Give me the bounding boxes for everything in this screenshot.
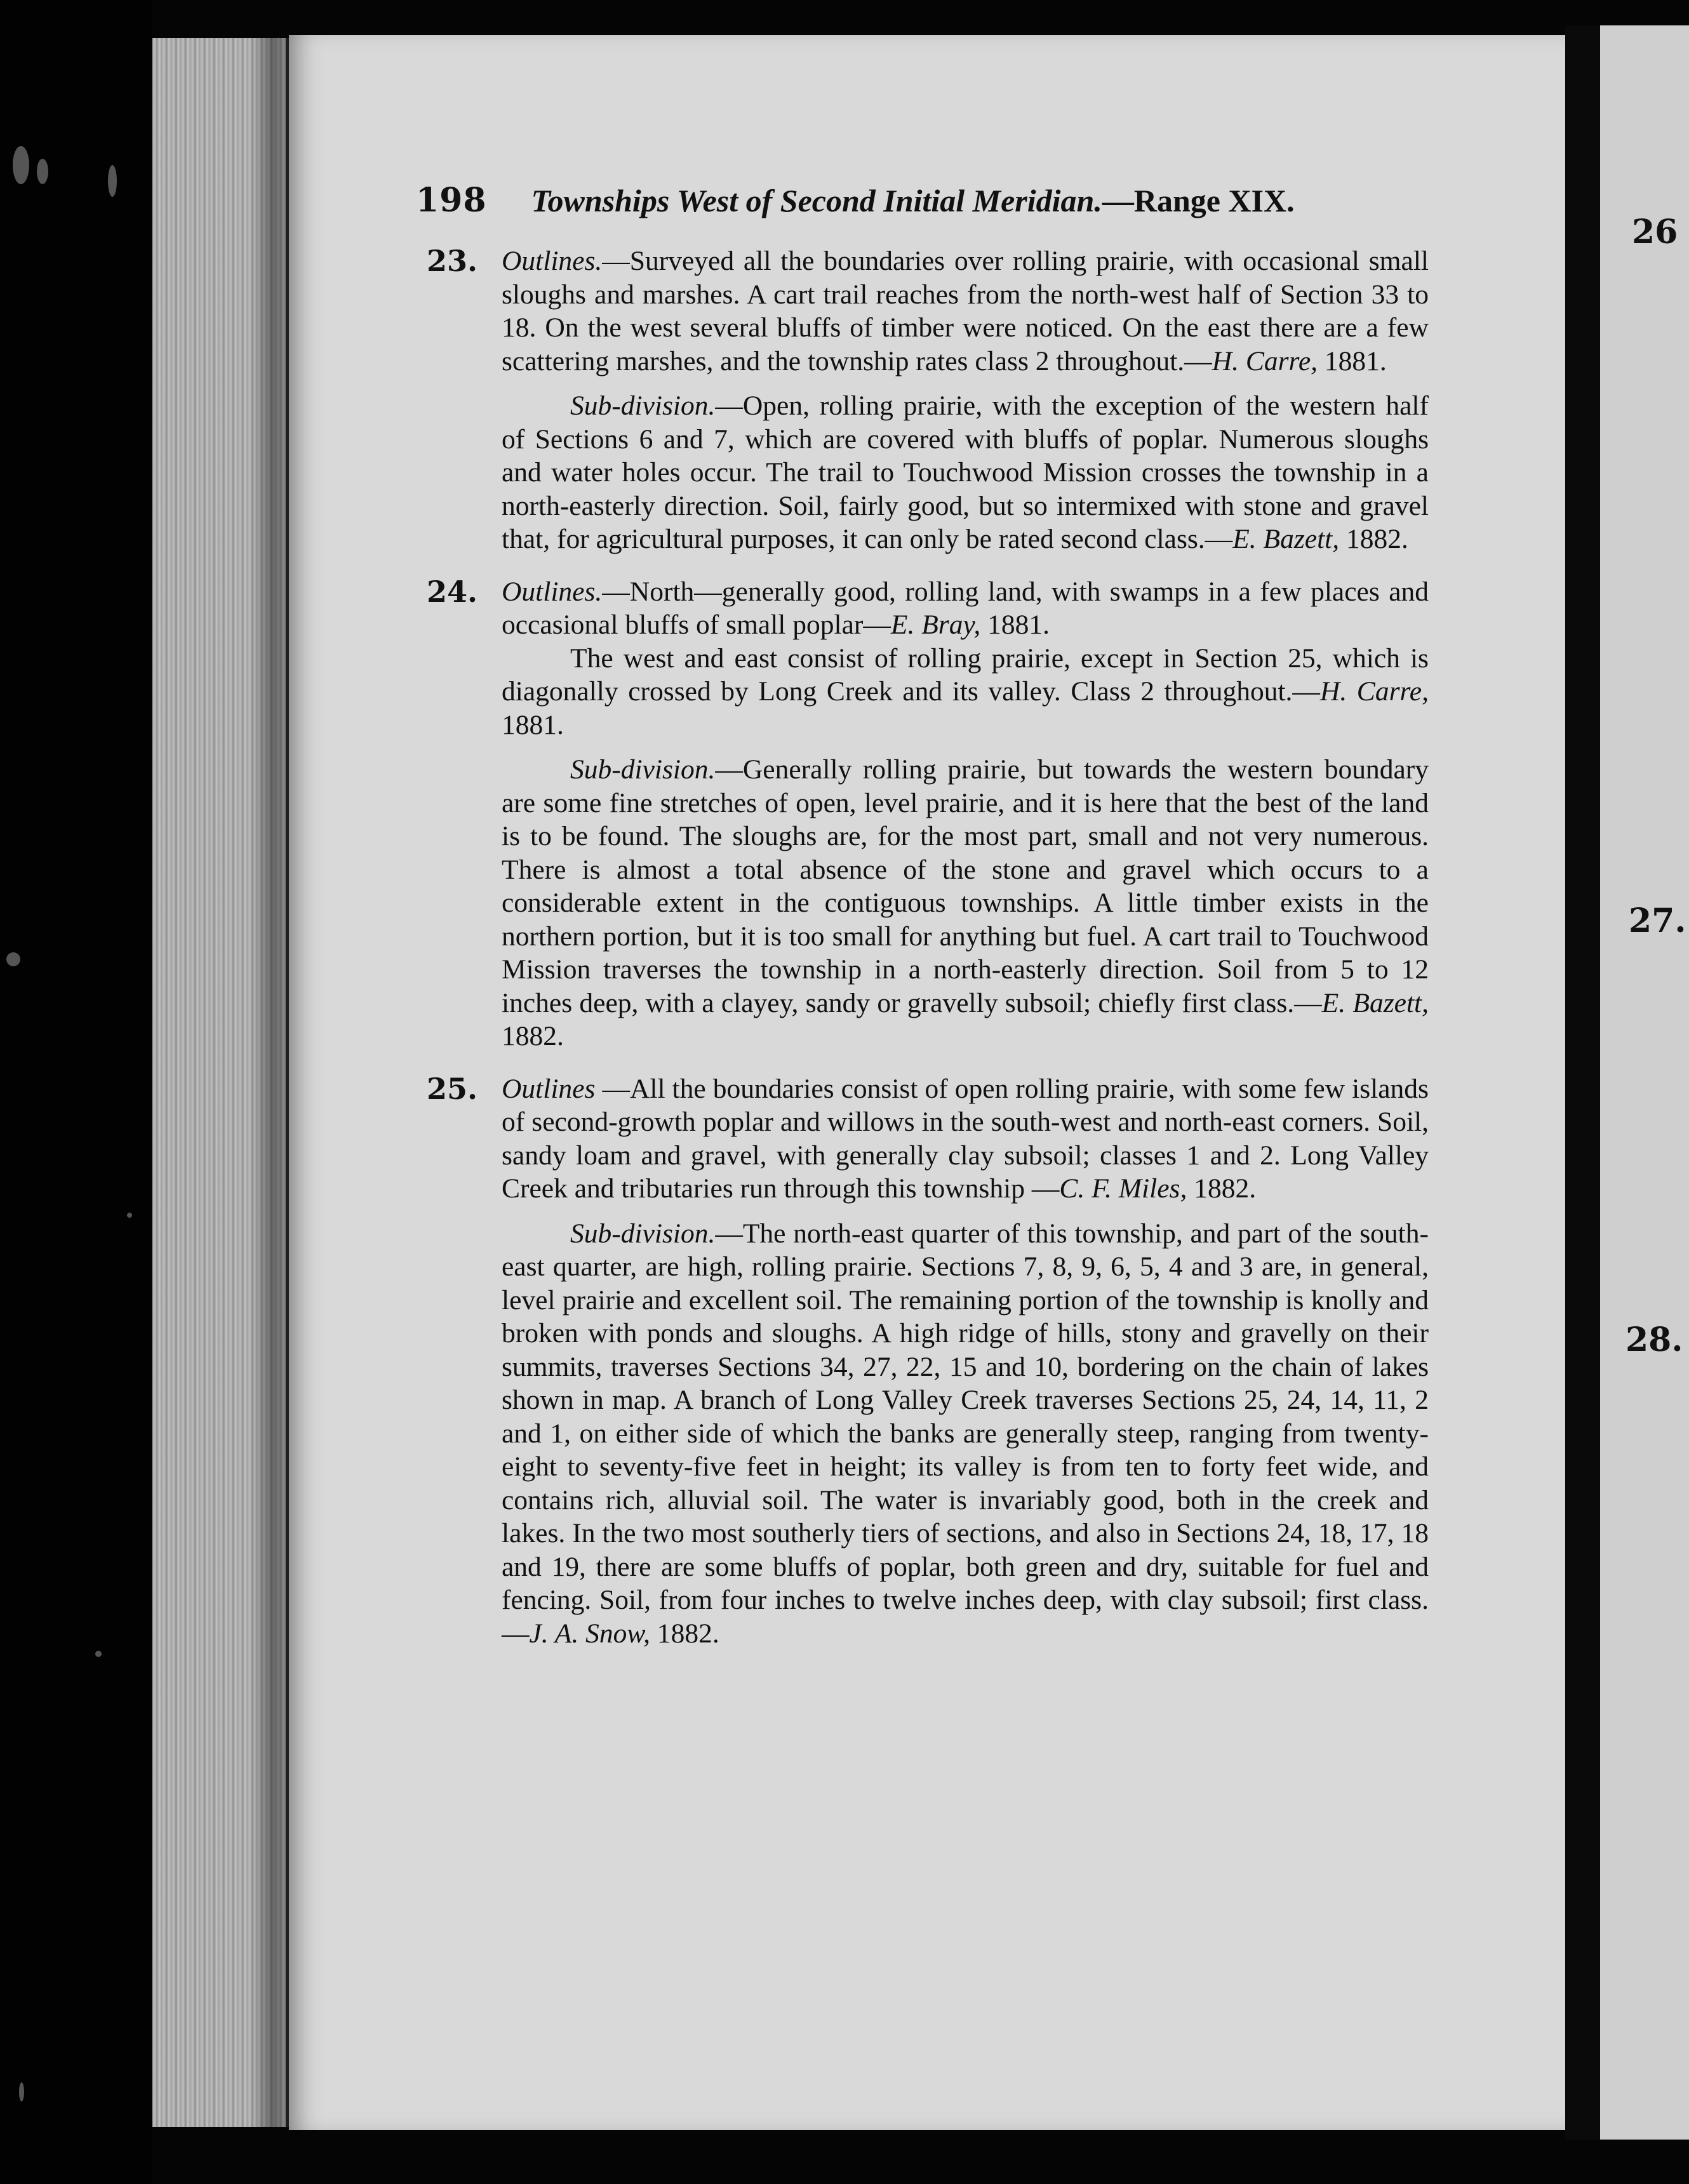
surveyor-name: C. F. Miles, bbox=[1059, 1173, 1187, 1204]
next-page-edge bbox=[1600, 25, 1689, 2140]
township-entry-23 bbox=[427, 244, 1429, 556]
paragraph-lead: Outlines. bbox=[502, 576, 603, 607]
next-page-number-28: 28. bbox=[1626, 1321, 1683, 1359]
township-number: 24. bbox=[427, 574, 478, 609]
outlines-paragraph bbox=[502, 244, 1429, 378]
surveyor-name: H. Carre, bbox=[1319, 676, 1429, 707]
outlines-continuation-paragraph bbox=[502, 642, 1429, 742]
outlines-paragraph bbox=[502, 575, 1429, 642]
left-margin bbox=[0, 0, 152, 2184]
township-number: 25. bbox=[427, 1071, 478, 1106]
paragraph-text: —Open, rolling prairie, with the exception of the western half of Sections 6 and 7, which are covered with bluffs of poplar. Numerous sloughs and water holes occur. The trail to Touchwood Mission crosses the township in a north-easterly direction. Soil, fairly good, but so intermixed with stone and gravel that, for agricultural purposes, it can only be rated second class.— bbox=[502, 390, 1429, 554]
paragraph-lead: Outlines. bbox=[502, 246, 603, 276]
page-number: 198 bbox=[416, 181, 487, 220]
township-entry-24 bbox=[427, 574, 1429, 1053]
subdivision-paragraph bbox=[502, 753, 1429, 1053]
survey-year: 1881. bbox=[1318, 345, 1387, 376]
surveyor-name: E. Bray, bbox=[890, 609, 981, 640]
speck bbox=[37, 159, 48, 184]
survey-year: 1882. bbox=[1339, 524, 1408, 554]
gutter bbox=[1565, 25, 1603, 2140]
running-title: Townships West of Second Initial Meridian. bbox=[531, 183, 1102, 218]
surveyor-name: E. Bazett, bbox=[1232, 524, 1340, 554]
paragraph-text: —Generally rolling prairie, but towards the western boundary are some fine stretches of open, level prairie, and it is here that the best of the land is to be found. The sloughs are, for the most part, small and not very numerous. There is almost a total absence of the stone and gravel which occurs to a considerable extent in the contiguous townships. A little timber exists in the northern portion, but it is too small for anything but fuel. A cart trail to Touchwood Mission traverses the township in a north-easterly direction. Soil from 5 to 12 inches deep, with a clayey, sandy or gravelly subsoil; chiefly first class.— bbox=[502, 754, 1429, 1018]
speck bbox=[108, 165, 117, 197]
paragraph-lead: Outlines bbox=[502, 1073, 596, 1104]
paragraph-lead: Sub-division. bbox=[570, 754, 716, 785]
speck bbox=[6, 952, 20, 966]
township-entry-25 bbox=[427, 1071, 1429, 1651]
speck bbox=[19, 2082, 24, 2101]
speck bbox=[13, 146, 29, 184]
paragraph-lead: Sub-division. bbox=[570, 1218, 716, 1249]
next-page-number-26: 26 bbox=[1632, 213, 1678, 251]
surveyor-name: H. Carre, bbox=[1212, 345, 1318, 376]
survey-year: 1881. bbox=[502, 709, 564, 740]
survey-year: 1882. bbox=[650, 1618, 719, 1649]
subdivision-paragraph bbox=[502, 389, 1429, 556]
text-column bbox=[427, 244, 1429, 1650]
paragraph-text: The west and east consist of rolling prairie, except in Section 25, which is diagonally crossed by Long Creek and its valley. Class 2 throughout.— bbox=[502, 643, 1429, 707]
speck bbox=[95, 1651, 102, 1657]
survey-year: 1882. bbox=[502, 1021, 564, 1051]
paragraph-text: —The north-east quarter of this township, and part of the south-east quarter, are high, rolling prairie. Sections 7, 8, 9, 6, 5, 4 and 3 are, in general, level prairie and excellent soil. The remaining portion of the township is knolly and broken with ponds and sloughs. A high ridge of hills, stony and gravelly on their summits, traverses Sections 34, 27, 22, 15 and 10, bordering on the chain of lakes shown in map. A branch of Long Valley Creek traverses Sections 25, 24, 14, 11, 2 and 1, on either side of which the banks are generally steep, ranging from twenty-eight to seventy-five feet in height; its valley is from ten to forty feet wide, and contains rich, alluvial soil. The water is invariably good, both in the creek and lakes. In the two most southerly tiers of sections, and also in Sections 24, 18, 17, 18 and 19, there are some bluffs of poplar, both green and dry, suitable for fuel and fencing. Soil, from four inches to twelve inches deep, with clay subsoil; first class.— bbox=[502, 1218, 1429, 1649]
paragraph-lead: Sub-division. bbox=[570, 390, 716, 421]
subdivision-paragraph bbox=[502, 1217, 1429, 1651]
township-number: 23. bbox=[427, 244, 478, 278]
paragraph-text: —All the boundaries consist of open rolling prairie, with some few islands of second-growth poplar and willows in the south-west and north-east corners. Soil, sandy loam and gravel, with generally clay subsoil; classes 1 and 2. Long Valley Creek and tributaries run through this township — bbox=[502, 1073, 1429, 1204]
page-header bbox=[416, 181, 1368, 232]
speck bbox=[127, 1213, 132, 1218]
running-title-range: —Range XIX. bbox=[1102, 183, 1295, 218]
surveyor-name: J. A. Snow, bbox=[529, 1618, 651, 1649]
next-page-number-27: 27. bbox=[1629, 902, 1686, 940]
surveyor-name: E. Bazett, bbox=[1321, 987, 1429, 1018]
outlines-paragraph bbox=[502, 1072, 1429, 1206]
survey-year: 1881. bbox=[980, 609, 1050, 640]
paragraph-text: —Surveyed all the boundaries over rolling prairie, with occasional small sloughs and marshes. A cart trail reaches from the north-west half of Section 33 to 18. On the west several bluffs of timber were noticed. On the east there are a few scattering marshes, and the township rates class 2 throughout.— bbox=[502, 246, 1429, 376]
survey-year: 1882. bbox=[1187, 1173, 1257, 1204]
paragraph-text: —North—generally good, rolling land, with swamps in a few places and occasional bluffs of small poplar— bbox=[502, 576, 1429, 640]
